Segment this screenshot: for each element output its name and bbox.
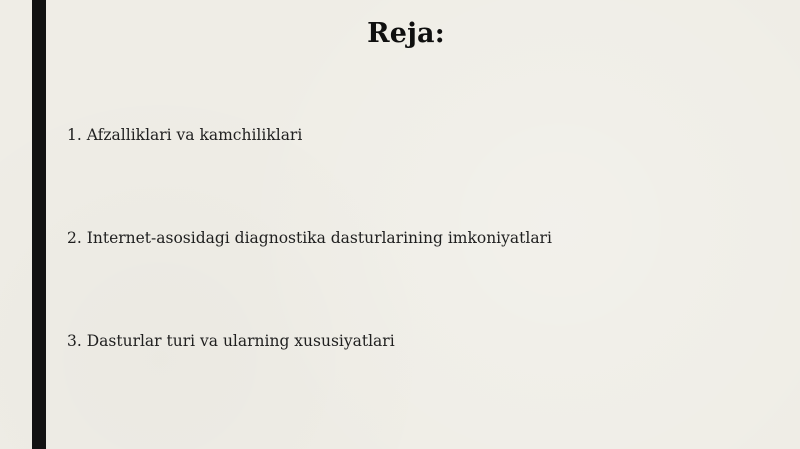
- left-accent-bar: [32, 0, 46, 449]
- plan-item-number: 3.: [67, 332, 82, 350]
- plan-item-number: 1.: [67, 126, 82, 144]
- plan-item-text: Internet-asosidagi diagnostika dasturlarining imkoniyatlari: [86, 229, 552, 247]
- plan-item-3: [67, 331, 395, 351]
- slide-title: Reja:: [367, 18, 445, 49]
- plan-item-text: Afzalliklari va kamchiliklari: [86, 126, 303, 144]
- plan-item-number: 2.: [67, 229, 82, 247]
- plan-item-2: [67, 228, 552, 248]
- plan-item-text: Dasturlar turi va ularning xususiyatlari: [86, 332, 395, 350]
- plan-item-1: [67, 125, 302, 145]
